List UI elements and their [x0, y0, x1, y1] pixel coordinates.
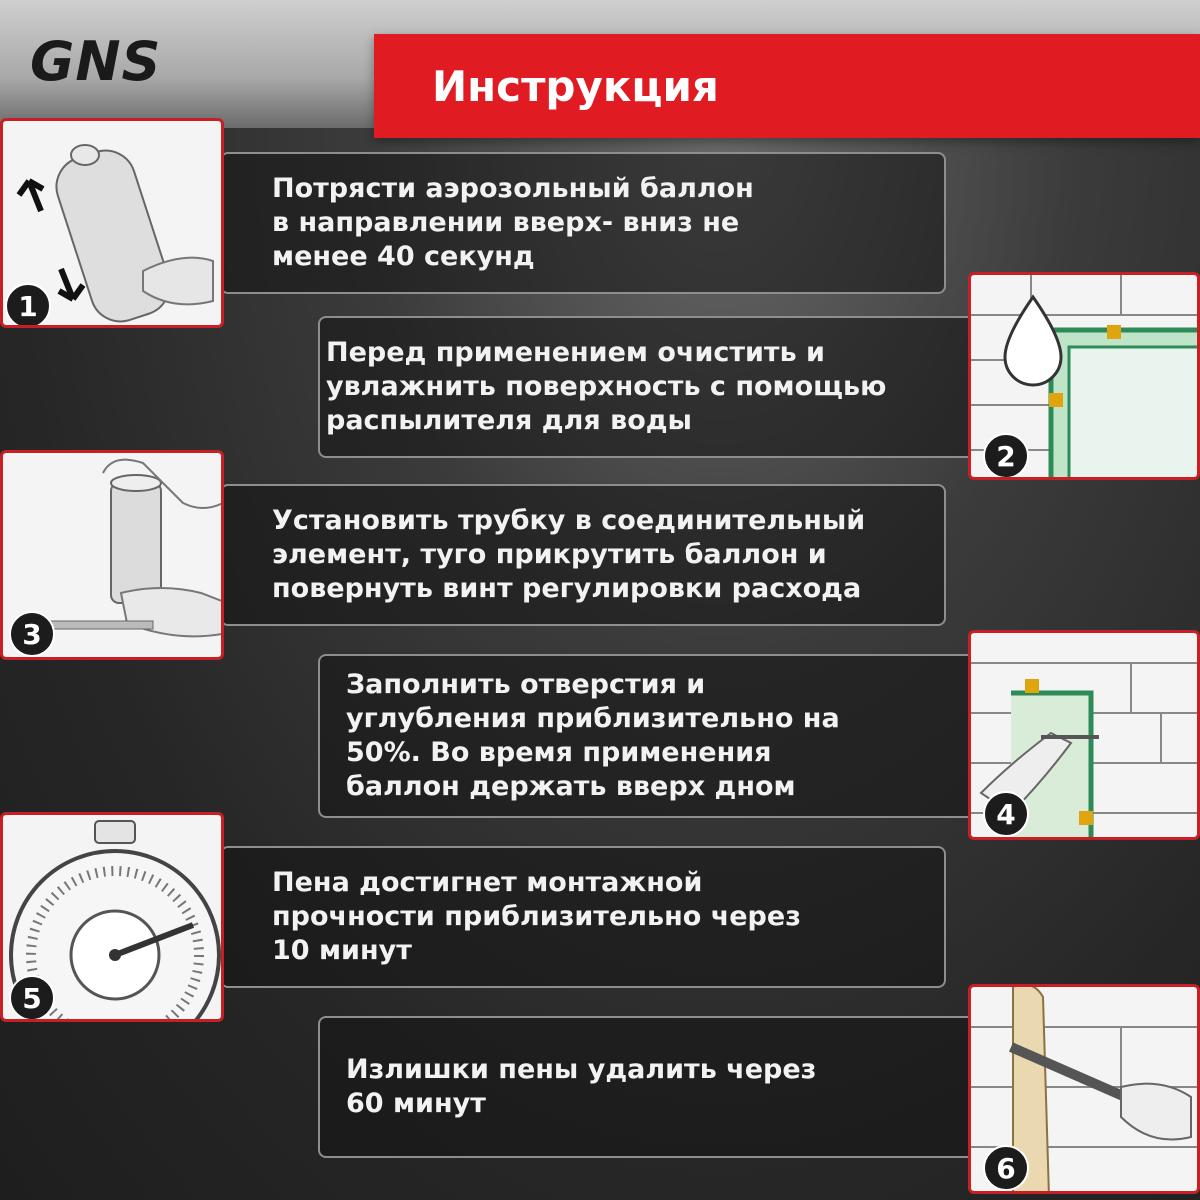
step-3-box [220, 484, 946, 626]
step-6-illustration [968, 984, 1200, 1194]
step-2-number: 2 [983, 433, 1029, 479]
step-1-text: Потрясти аэрозольный баллон в направлении вверх- вниз не менее 40 секунд [272, 173, 754, 272]
step-1-number: 1 [5, 283, 51, 328]
step-3-text: Установить трубку в соединительный элемент, туго прикрутить баллон и повернуть винт регулировки расхода [272, 505, 866, 604]
step-2-box [318, 316, 978, 458]
step-2-illustration [968, 272, 1200, 480]
step-1-box [220, 152, 946, 294]
step-3-illustration [0, 450, 224, 660]
step-1-illustration [0, 118, 224, 328]
step-5-number: 5 [9, 975, 55, 1021]
step-6-text: Излишки пены удалить через 60 минут [346, 1054, 817, 1119]
step-4-number: 4 [983, 791, 1029, 837]
step-4-illustration [968, 630, 1200, 840]
title-banner [374, 34, 1200, 138]
step-5-illustration [0, 812, 224, 1022]
step-6-number: 6 [983, 1145, 1029, 1191]
step-6-box [318, 1016, 978, 1158]
step-3-number: 3 [9, 611, 55, 657]
step-4-box [318, 654, 978, 818]
step-4-text: Заполнить отверстия и углубления приблизительно на 50%. Во время применения баллон держать вверх дном [346, 669, 840, 802]
brand-logo: GNS [30, 30, 162, 93]
step-5-box [220, 846, 946, 988]
step-2-text: Перед применением очистить и увлажнить поверхность с помощью распылителя для воды [326, 337, 887, 436]
step-5-text: Пена достигнет монтажной прочности приблизительно через 10 минут [272, 867, 801, 966]
page-title: Инструкция [432, 61, 719, 111]
